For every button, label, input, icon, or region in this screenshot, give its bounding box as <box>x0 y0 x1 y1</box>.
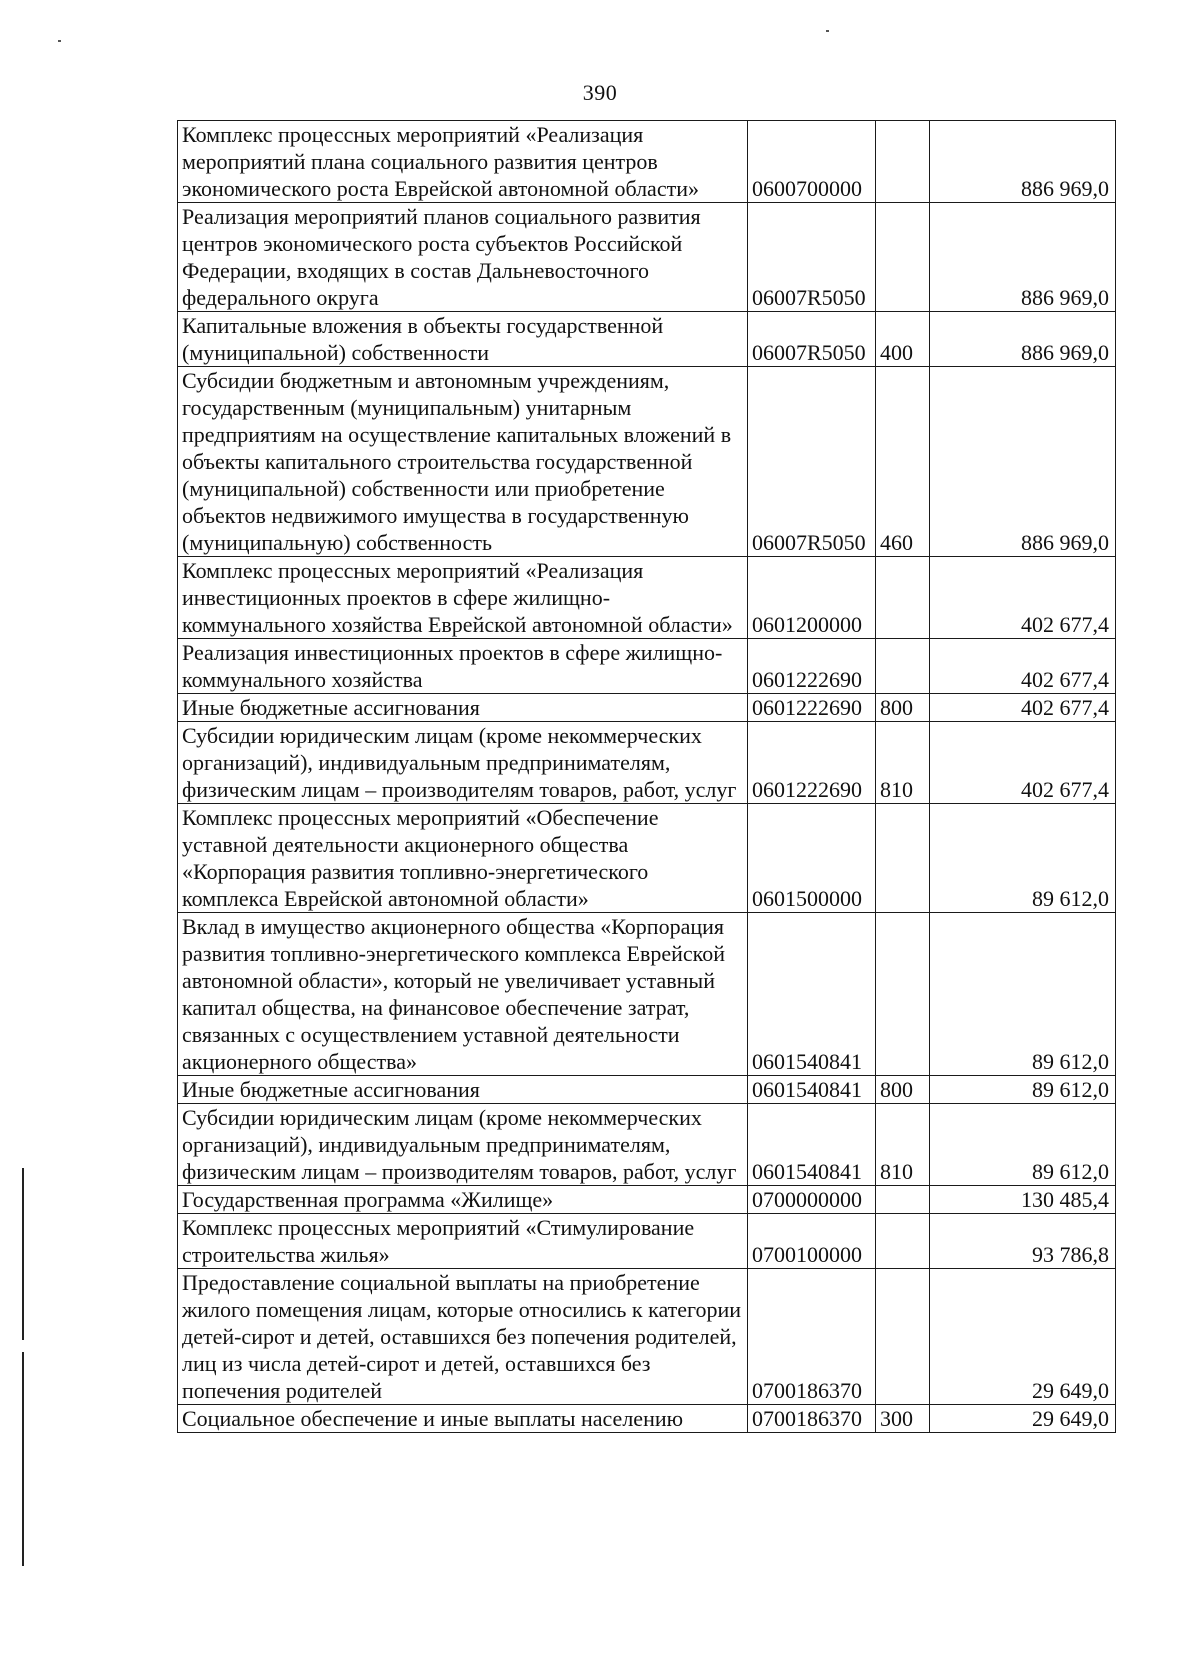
scan-speck <box>58 40 61 42</box>
expense-kind-cell: 800 <box>876 1076 930 1104</box>
table-row <box>178 312 1116 367</box>
target-code-cell: 06007R5050 <box>748 312 876 367</box>
target-code-cell: 0601500000 <box>748 804 876 913</box>
row-name-cell: Иные бюджетные ассигнования <box>178 694 748 722</box>
table-row <box>178 1076 1116 1104</box>
expense-kind-cell <box>876 804 930 913</box>
expense-kind-cell: 460 <box>876 367 930 557</box>
expense-kind-cell <box>876 1269 930 1405</box>
table-row <box>178 557 1116 639</box>
amount-cell: 29 649,0 <box>930 1405 1116 1433</box>
row-name-cell: Вклад в имущество акционерного общества «Корпорация развития топливно-энергетического комплекса Еврейской автономной области», который не увеличивает уставный капитал общества, на финансовое обеспечение затрат, связанных с осуществлением уставной деятельности акционерного общества» <box>178 913 748 1076</box>
row-name-cell: Капитальные вложения в объекты государственной (муниципальной) собственности <box>178 312 748 367</box>
target-code-cell: 0601222690 <box>748 639 876 694</box>
amount-cell: 886 969,0 <box>930 203 1116 312</box>
target-code-cell: 0700186370 <box>748 1269 876 1405</box>
expense-kind-cell <box>876 203 930 312</box>
expense-kind-cell <box>876 121 930 203</box>
table-row <box>178 1104 1116 1186</box>
amount-cell: 89 612,0 <box>930 1104 1116 1186</box>
amount-cell: 130 485,4 <box>930 1186 1116 1214</box>
scan-speck <box>826 30 829 32</box>
row-name-cell: Комплекс процессных мероприятий «Реализация мероприятий плана социального развития центров экономического роста Еврейской автономной области» <box>178 121 748 203</box>
amount-cell: 886 969,0 <box>930 312 1116 367</box>
target-code-cell: 06007R5050 <box>748 203 876 312</box>
row-name-cell: Социальное обеспечение и иные выплаты населению <box>178 1405 748 1433</box>
row-name-cell: Комплекс процессных мероприятий «Реализация инвестиционных проектов в сфере жилищно-коммунального хозяйства Еврейской автономной области» <box>178 557 748 639</box>
amount-cell: 886 969,0 <box>930 121 1116 203</box>
target-code-cell: 0601222690 <box>748 722 876 804</box>
target-code-cell: 06007R5050 <box>748 367 876 557</box>
expense-kind-cell <box>876 913 930 1076</box>
expense-kind-cell <box>876 1186 930 1214</box>
row-name-cell: Реализация мероприятий планов социального развития центров экономического роста субъектов Российской Федерации, входящих в состав Дальневосточного федерального округа <box>178 203 748 312</box>
budget-table <box>177 120 1116 1433</box>
table-row <box>178 639 1116 694</box>
amount-cell: 93 786,8 <box>930 1214 1116 1269</box>
table-row <box>178 1186 1116 1214</box>
expense-kind-cell: 300 <box>876 1405 930 1433</box>
amount-cell: 402 677,4 <box>930 557 1116 639</box>
row-name-cell: Иные бюджетные ассигнования <box>178 1076 748 1104</box>
target-code-cell: 0700186370 <box>748 1405 876 1433</box>
table-row <box>178 1405 1116 1433</box>
table-row <box>178 203 1116 312</box>
target-code-cell: 0700100000 <box>748 1214 876 1269</box>
amount-cell: 89 612,0 <box>930 1076 1116 1104</box>
amount-cell: 89 612,0 <box>930 804 1116 913</box>
page-number: 390 <box>582 80 618 105</box>
row-name-cell: Государственная программа «Жилище» <box>178 1186 748 1214</box>
target-code-cell: 0601540841 <box>748 913 876 1076</box>
target-code-cell: 0601222690 <box>748 694 876 722</box>
amount-cell: 886 969,0 <box>930 367 1116 557</box>
expense-kind-cell: 810 <box>876 722 930 804</box>
table-row <box>178 804 1116 913</box>
row-name-cell: Субсидии юридическим лицам (кроме некоммерческих организаций), индивидуальным предпринимателям, физическим лицам – производителям товаров, работ, услуг <box>178 1104 748 1186</box>
amount-cell: 29 649,0 <box>930 1269 1116 1405</box>
amount-cell: 402 677,4 <box>930 722 1116 804</box>
target-code-cell: 0601540841 <box>748 1104 876 1186</box>
table-row <box>178 1214 1116 1269</box>
row-name-cell: Комплекс процессных мероприятий «Стимулирование строительства жилья» <box>178 1214 748 1269</box>
amount-cell: 402 677,4 <box>930 694 1116 722</box>
expense-kind-cell: 810 <box>876 1104 930 1186</box>
target-code-cell: 0700000000 <box>748 1186 876 1214</box>
margin-mark-upper <box>22 1168 24 1340</box>
row-name-cell: Реализация инвестиционных проектов в сфере жилищно-коммунального хозяйства <box>178 639 748 694</box>
amount-cell: 402 677,4 <box>930 639 1116 694</box>
table-row <box>178 722 1116 804</box>
row-name-cell: Субсидии юридическим лицам (кроме некоммерческих организаций), индивидуальным предпринимателям, физическим лицам – производителям товаров, работ, услуг <box>178 722 748 804</box>
row-name-cell: Субсидии бюджетным и автономным учреждениям, государственным (муниципальным) унитарным предприятиям на осуществление капитальных вложений в объекты капитального строительства государственной (муниципальной) собственности или приобретение объектов недвижимого имущества в государственную (муниципальную) собственность <box>178 367 748 557</box>
table-row <box>178 121 1116 203</box>
amount-cell: 89 612,0 <box>930 913 1116 1076</box>
target-code-cell: 0601200000 <box>748 557 876 639</box>
expense-kind-cell <box>876 1214 930 1269</box>
target-code-cell: 0601540841 <box>748 1076 876 1104</box>
expense-kind-cell: 800 <box>876 694 930 722</box>
table-row <box>178 913 1116 1076</box>
expense-kind-cell <box>876 557 930 639</box>
table-row <box>178 694 1116 722</box>
expense-kind-cell: 400 <box>876 312 930 367</box>
table-row <box>178 1269 1116 1405</box>
row-name-cell: Комплекс процессных мероприятий «Обеспечение уставной деятельности акционерного общества «Корпорация развития топливно-энергетического комплекса Еврейской автономной области» <box>178 804 748 913</box>
table-row <box>178 367 1116 557</box>
margin-mark-lower <box>22 1352 24 1566</box>
target-code-cell: 0600700000 <box>748 121 876 203</box>
row-name-cell: Предоставление социальной выплаты на приобретение жилого помещения лицам, которые относились к категории детей-сирот и детей, оставшихся без попечения родителей, лиц из числа детей-сирот и детей, оставшихся без попечения родителей <box>178 1269 748 1405</box>
expense-kind-cell <box>876 639 930 694</box>
